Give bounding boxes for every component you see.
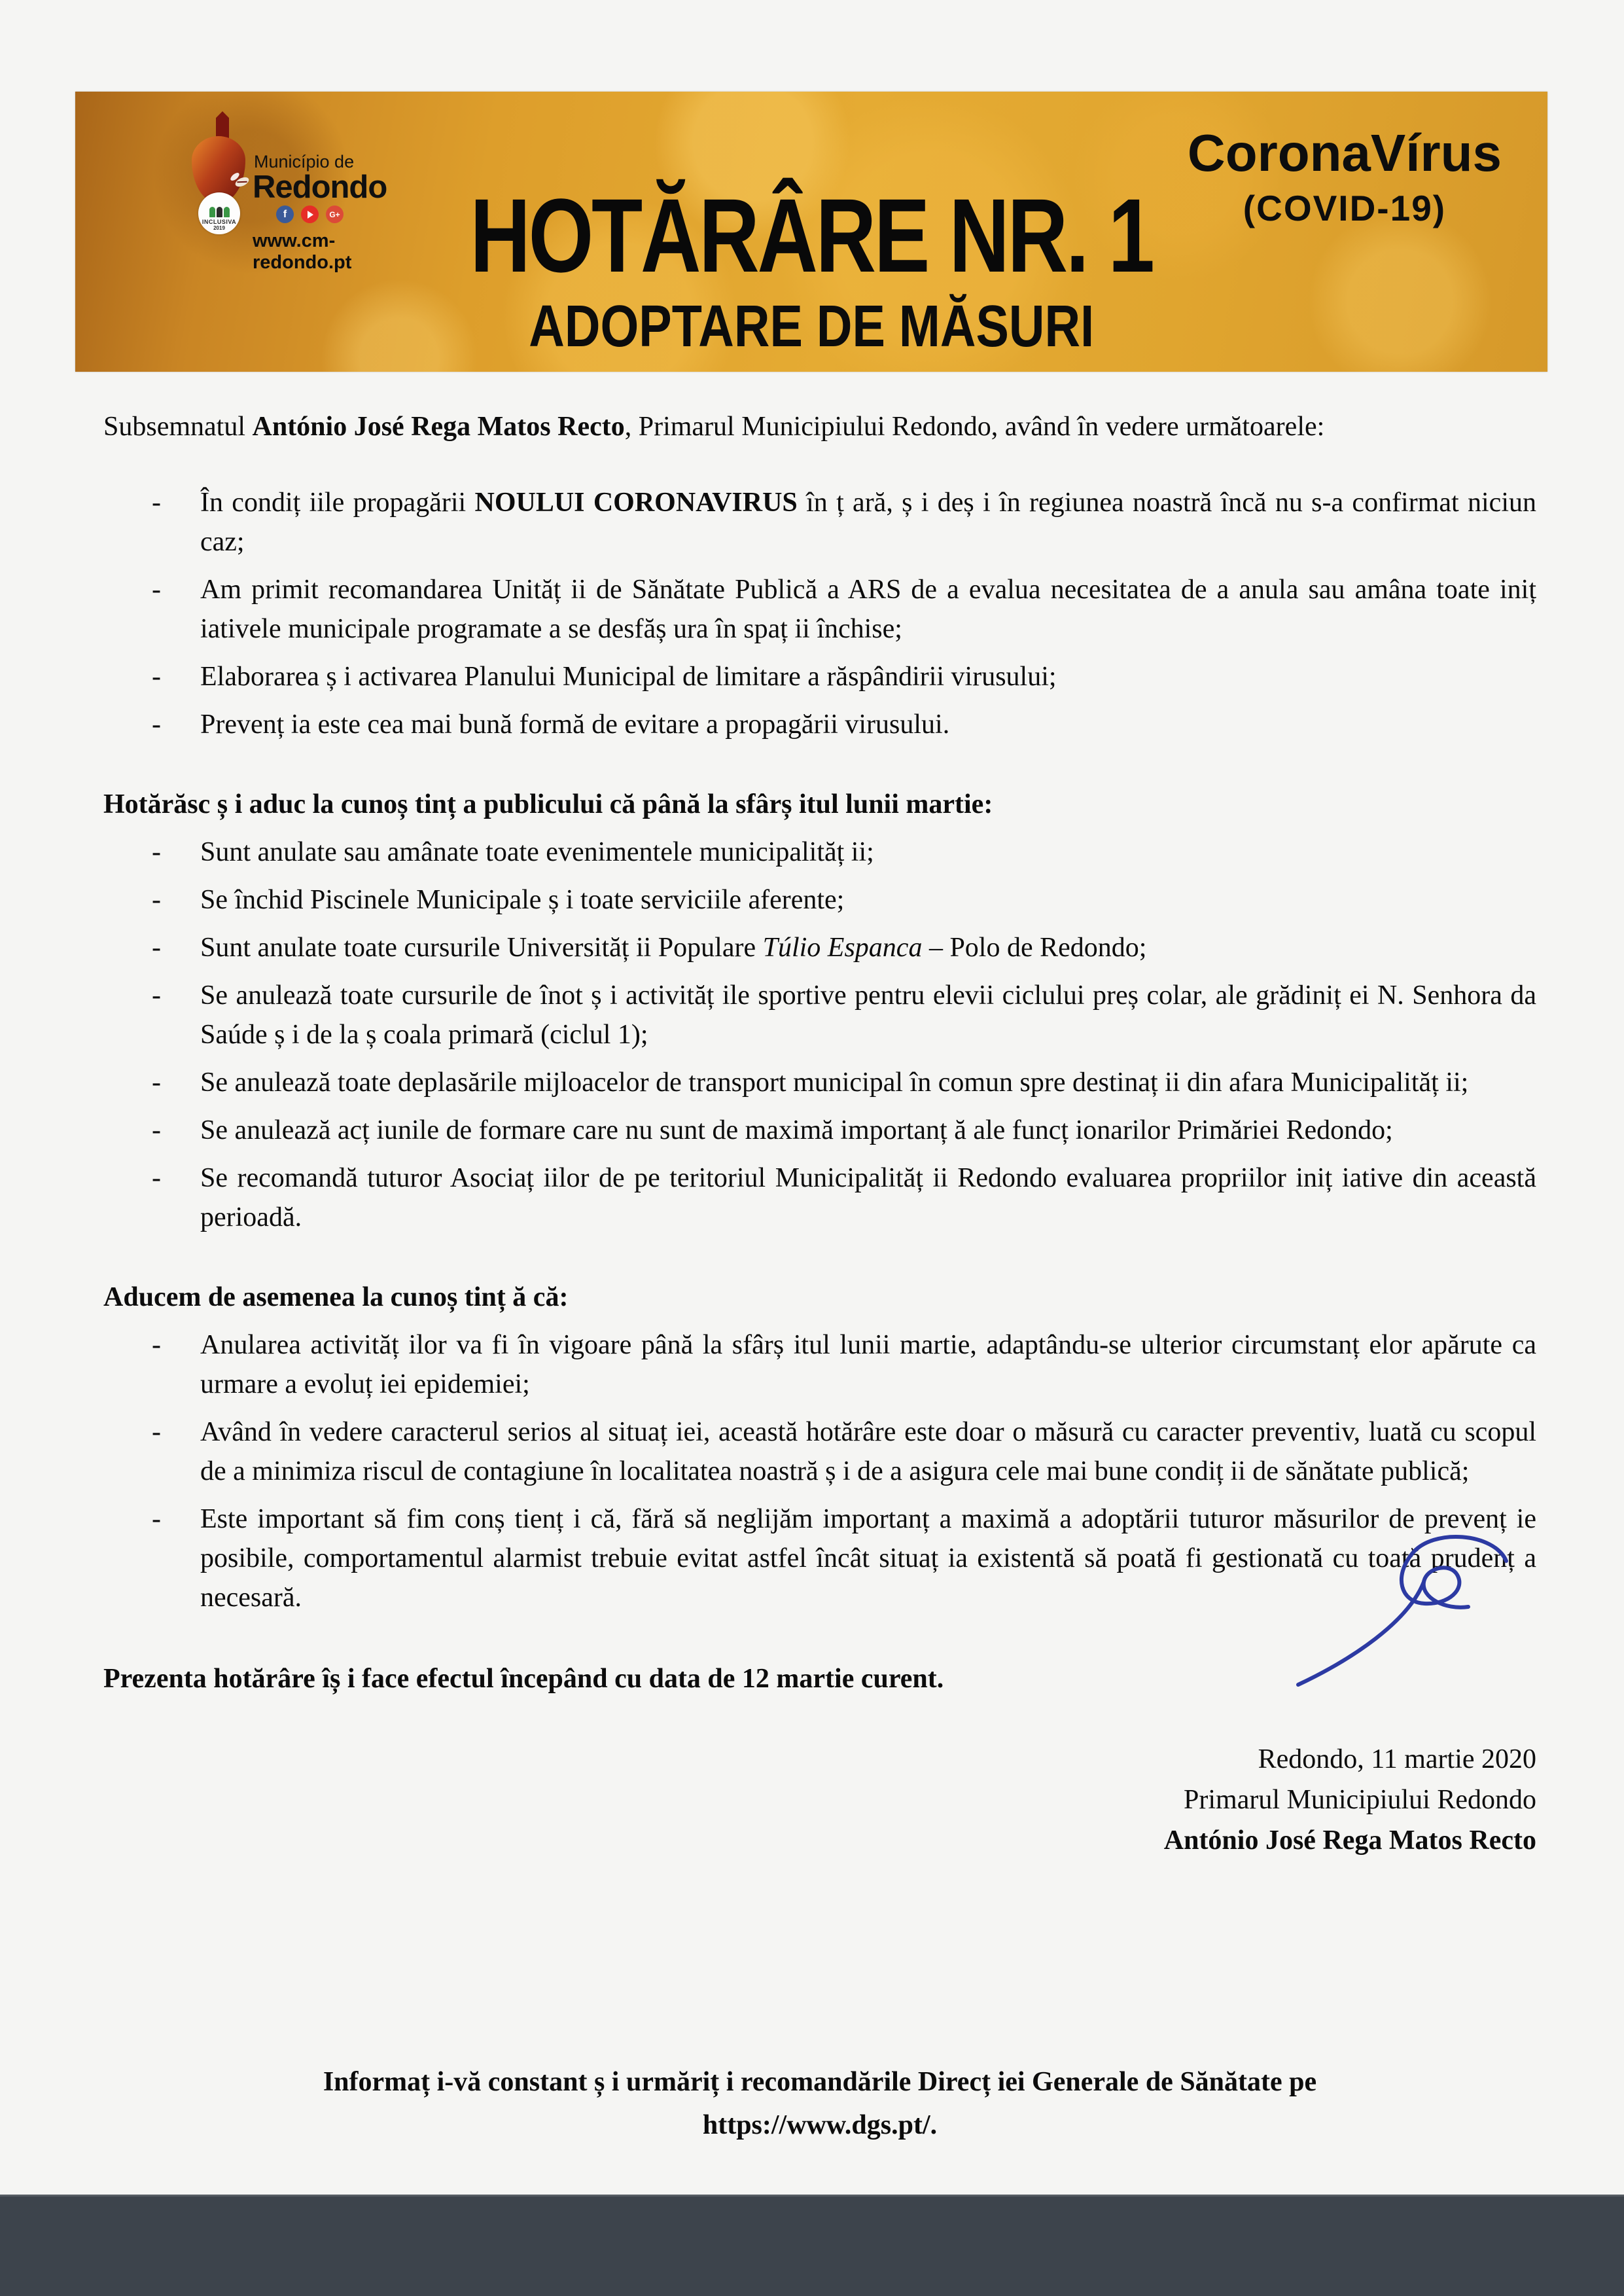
- handwritten-signature: [1290, 1525, 1526, 1689]
- list-item: [103, 1111, 1536, 1150]
- list-marker: -: [152, 933, 161, 963]
- list-item-text: Având în vedere caracterul serios al situaț iei, această hotărâre este doar o măsură cu caracter preventiv, luată cu scopul de a minimiza riscul de contagiune în localitatea noastră ș i de a asigura cele mai bune condiț ii de sănătate publică;: [200, 1417, 1536, 1486]
- list-item-text: Prevenț ia este cea mai bună formă de evitare a propagării virusului.: [200, 709, 950, 740]
- list-item-text: Se anulează toate cursurile de înot ș i activităț ile sportive pentru elevii ciclului preș colar, ale grădiniț ei N. Senhora da Saúde ș i de la ș coala primară (ciclul 1);: [200, 980, 1536, 1050]
- badge-text: INCLUSIVA: [202, 219, 237, 225]
- list-item: [103, 1325, 1536, 1404]
- redondo-label: Redondo: [253, 170, 387, 205]
- list-item: [103, 570, 1536, 649]
- list-item-text: Sunt anulate sau amânate toate evenimentele municipalităț ii;: [200, 837, 874, 867]
- list-item-text: Anularea activităț ilor va fi în vigoare până la sfârș itul lunii martie, adaptându-se ulterior circumstanț elor apărute ca urmare a evoluț iei epidemiei;: [200, 1330, 1536, 1399]
- effective-date-line: Prezenta hotărâre îș i face efectul începând cu data de 12 martie curent.: [103, 1664, 944, 1694]
- list-marker: -: [152, 1067, 161, 1098]
- decree-title: HOTĂRÂRE NR. 1: [470, 177, 1153, 294]
- list-item: [103, 880, 1536, 920]
- intro-paragraph: Subsemnatul António José Rega Matos Recto, Primarul Municipiului Redondo, având în vedere următoarele:: [103, 412, 1325, 442]
- footer-advice: [103, 2060, 1536, 2147]
- list-item: [103, 1158, 1536, 1237]
- covid19-subtitle: (COVID-19): [1243, 188, 1447, 228]
- list-marker: -: [152, 1504, 161, 1534]
- badge-year: 2019: [213, 225, 225, 231]
- list-marker: -: [152, 1115, 161, 1145]
- list-item-text: Se recomandă tuturor Asociaț iilor de pe teritoriul Municipalităț ii Redondo evaluarea propriilor iniț iative din această perioadă.: [200, 1163, 1536, 1232]
- list-marker: -: [152, 575, 161, 605]
- list-item: [103, 1063, 1536, 1102]
- coronavirus-title: CoronaVírus: [1187, 124, 1502, 182]
- list-item: [103, 483, 1536, 562]
- signature-block: [103, 1739, 1536, 1861]
- decisions-heading: Hotărăsc ș i aduc la cunoș tinț a publicului că până la sfârș itul lunii martie:: [103, 789, 993, 819]
- list-marker: -: [152, 1163, 161, 1193]
- list-item-text: Se anulează acț iunile de formare care nu sunt de maximă importanț ă ale funcț ionarilor Primăriei Redondo;: [200, 1115, 1393, 1145]
- website-url: www.cm-redondo.pt: [253, 230, 352, 273]
- facebook-icon: f: [276, 206, 294, 223]
- place-date: Redondo, 11 martie 2020: [1258, 1744, 1536, 1774]
- googleplus-icon: G+: [326, 206, 344, 223]
- list-marker: -: [152, 885, 161, 915]
- list-marker: -: [152, 662, 161, 692]
- list-marker: -: [152, 837, 161, 867]
- list-item: [103, 657, 1536, 696]
- decisions-list: [103, 833, 1536, 1237]
- list-item: [103, 928, 1536, 967]
- footer-advice-line2: https://www.dgs.pt/.: [702, 2110, 938, 2140]
- list-item: [103, 833, 1536, 872]
- list-marker: -: [152, 1417, 161, 1447]
- list-marker: -: [152, 1330, 161, 1360]
- considerations-list: [103, 483, 1536, 744]
- list-item-text: Am primit recomandarea Unităț ii de Sănătate Publică a ARS de a evalua necesitatea de a anula sau amâna toate iniț iativele municipale programate a se desfăș ura în spaț ii închise;: [200, 575, 1536, 644]
- municipio-de-label: Município de: [254, 152, 355, 171]
- list-item: [103, 1412, 1536, 1491]
- list-item-text: Sunt anulate toate cursurile Universităț ii Populare Túlio Espanca – Polo de Redondo;: [200, 933, 1147, 963]
- list-item-text: Este important să fim conș tienț i că, fără să neglijăm importanț a maximă a adoptării tuturor măsurilor de prevenț ie posibile, comportamentul alarmist trebuie evitat astfel încât situaț ia existentă să poată fi gestionată cu toată prudenț a necesară.: [200, 1504, 1536, 1613]
- decree-subtitle: ADOPTARE DE MĂSURI: [529, 294, 1094, 359]
- signer-name: António José Rega Matos Recto: [1163, 1825, 1536, 1856]
- list-marker: -: [152, 709, 161, 740]
- list-item-text: Se anulează toate deplasările mijloacelor de transport municipal în comun spre destinaț ii din afara Municipalităț ii;: [200, 1067, 1469, 1098]
- banner: [75, 92, 1547, 372]
- footer-bar: [0, 2195, 1624, 2296]
- list-item: [103, 976, 1536, 1054]
- list-item-text: Elaborarea ș i activarea Planului Municipal de limitare a răspândirii virusului;: [200, 662, 1057, 692]
- list-item-text: Se închid Piscinele Municipale ș i toate serviciile aferente;: [200, 885, 845, 915]
- list-marker: -: [152, 980, 161, 1011]
- list-marker: -: [152, 488, 161, 518]
- list-item: [103, 705, 1536, 744]
- signer-role: Primarul Municipiului Redondo: [1184, 1785, 1536, 1815]
- additional-info-heading: Aducem de asemenea la cunoș tinț ă că:: [103, 1282, 569, 1312]
- list-item-text: În condiț iile propagării NOULUI CORONAVIRUS în ț ară, ș i deș i în regiunea noastră încă nu s-a confirmat niciun caz;: [200, 488, 1536, 557]
- footer-advice-line1: Informaț i-vă constant ș i urmăriț i recomandările Direcț iei Generale de Sănătate pe: [323, 2067, 1317, 2097]
